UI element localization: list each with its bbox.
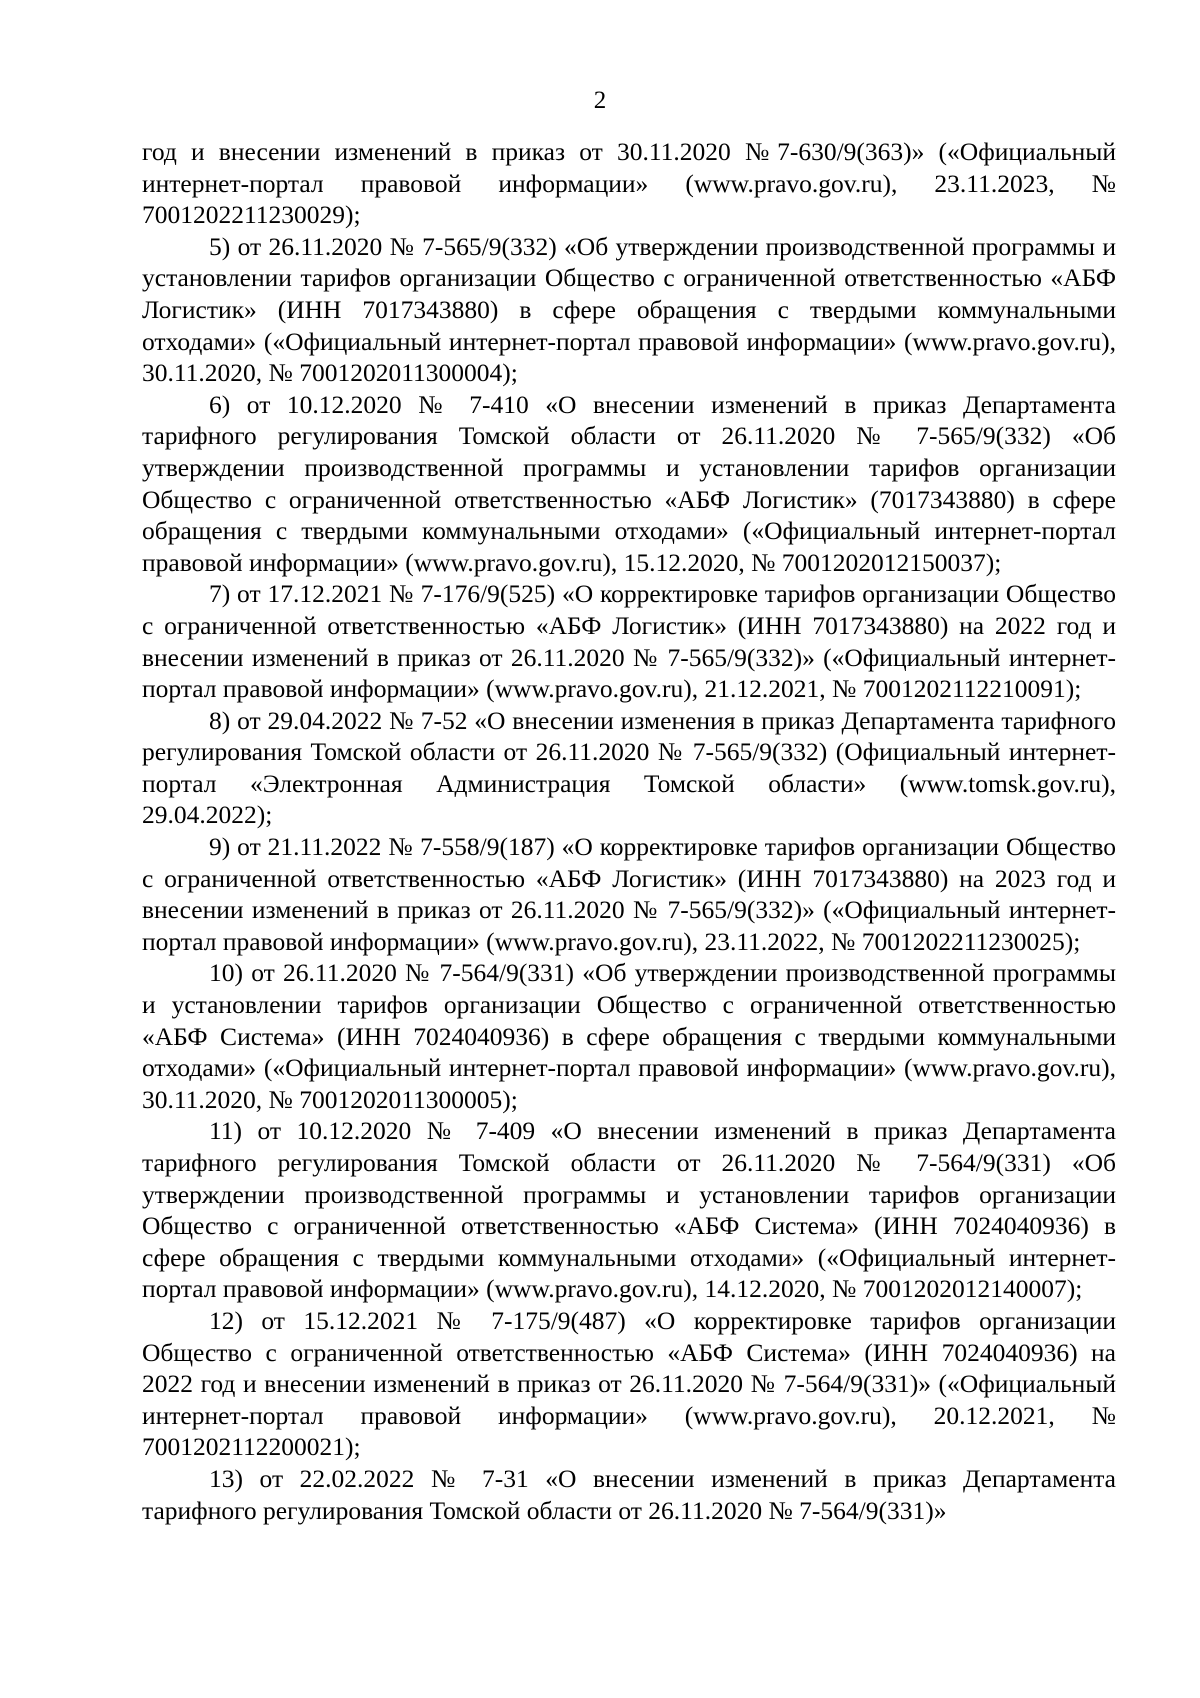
list-item-12: 12) от 15.12.2021 № 7-175/9(487) «О корректировке тарифов организации Общество с ограниченной ответственностью «АБФ Система» (ИНН 7024040936) на 2022 год и внесении изменений в приказ от 26.11.2020 № 7-564/9(331)» («Официальный интернет-портал правовой информации» (www.pravo.gov.ru), 20.12.2021, № 7001202112200021);	[142, 1305, 1116, 1462]
list-item-11: 11) от 10.12.2020 № 7-409 «О внесении изменений в приказ Департамента тарифного регулирования Томской области от 26.11.2020 № 7-564/9(331) «Об утверждении производственной программы и установлении тарифов организации Общество с ограниченной ответственностью «АБФ Система» (ИНН 7024040936) в сфере обращения с твердыми коммунальными отходами» («Официальный интернет-портал правовой информации» (www.pravo.gov.ru), 14.12.2020, № 7001202012140007);	[142, 1116, 1116, 1304]
page-number: 2	[593, 87, 607, 114]
list-item-10: 10) от 26.11.2020 № 7-564/9(331) «Об утверждении производственной программы и установлении тарифов организации Общество с ограниченной ответственностью «АБФ Система» (ИНН 7024040936) в сфере обращения с твердыми коммунальными отходами» («Официальный интернет-портал правовой информации» (www.pravo.gov.ru), 30.11.2020, № 7001202011300005);	[142, 958, 1116, 1114]
list-item-13: 13) от 22.02.2022 № 7-31 «О внесении изменений в приказ Департамента тарифного регулирования Томской области от 26.11.2020 № 7-564/9(331)»	[142, 1463, 1116, 1525]
list-item-6: 6) от 10.12.2020 № 7-410 «О внесении изменений в приказ Департамента тарифного регулирования Томской области от 26.11.2020 № 7-565/9(332) «Об утверждении производственной программы и установлении тарифов организации Общество с ограниченной ответственностью «АБФ Логистик» (7017343880) в сфере обращения с твердыми коммунальными отходами» («Официальный интернет-портал правовой информации» (www.pravo.gov.ru), 15.12.2020, № 7001202012150037);	[142, 389, 1116, 577]
list-item-7: 7) от 17.12.2021 № 7-176/9(525) «О корректировке тарифов организации Общество с ограниченной ответственностью «АБФ Логистик» (ИНН 7017343880) на 2022 год и внесении изменений в приказ от 26.11.2020 № 7-565/9(332)» («Официальный интернет-портал правовой информации» (www.pravo.gov.ru), 21.12.2021, № 7001202112210091);	[142, 579, 1116, 704]
list-item-8: 8) от 29.04.2022 № 7-52 «О внесении изменения в приказ Департамента тарифного регулирования Томской области от 26.11.2020 № 7-565/9(332) (Официальный интернет-портал «Электронная Администрация Томской области» (www.tomsk.gov.ru), 29.04.2022);	[142, 705, 1116, 830]
list-item-9: 9) от 21.11.2022 № 7-558/9(187) «О корректировке тарифов организации Общество с ограниченной ответственностью «АБФ Логистик» (ИНН 7017343880) на 2023 год и внесении изменений в приказ от 26.11.2020 № 7-565/9(332)» («Официальный интернет-портал правовой информации» (www.pravo.gov.ru), 23.11.2022, № 7001202211230025);	[142, 832, 1116, 956]
document-body	[142, 136, 1116, 1526]
list-item-5: 5) от 26.11.2020 № 7-565/9(332) «Об утверждении производственной программы и установлении тарифов организации Общество с ограниченной ответственностью «АБФ Логистик» (ИНН 7017343880) в сфере обращения с твердыми коммунальными отходами» («Официальный интернет-портал правовой информации» (www.pravo.gov.ru), 30.11.2020, № 7001202011300004);	[142, 231, 1116, 388]
paragraph-continuation: год и внесении изменений в приказ от 30.11.2020 №7-630/9(363)» («Официальный интернет-портал правовой информации» (www.pravo.gov.ru), 23.11.2023, № 7001202211230029);	[142, 137, 1116, 230]
